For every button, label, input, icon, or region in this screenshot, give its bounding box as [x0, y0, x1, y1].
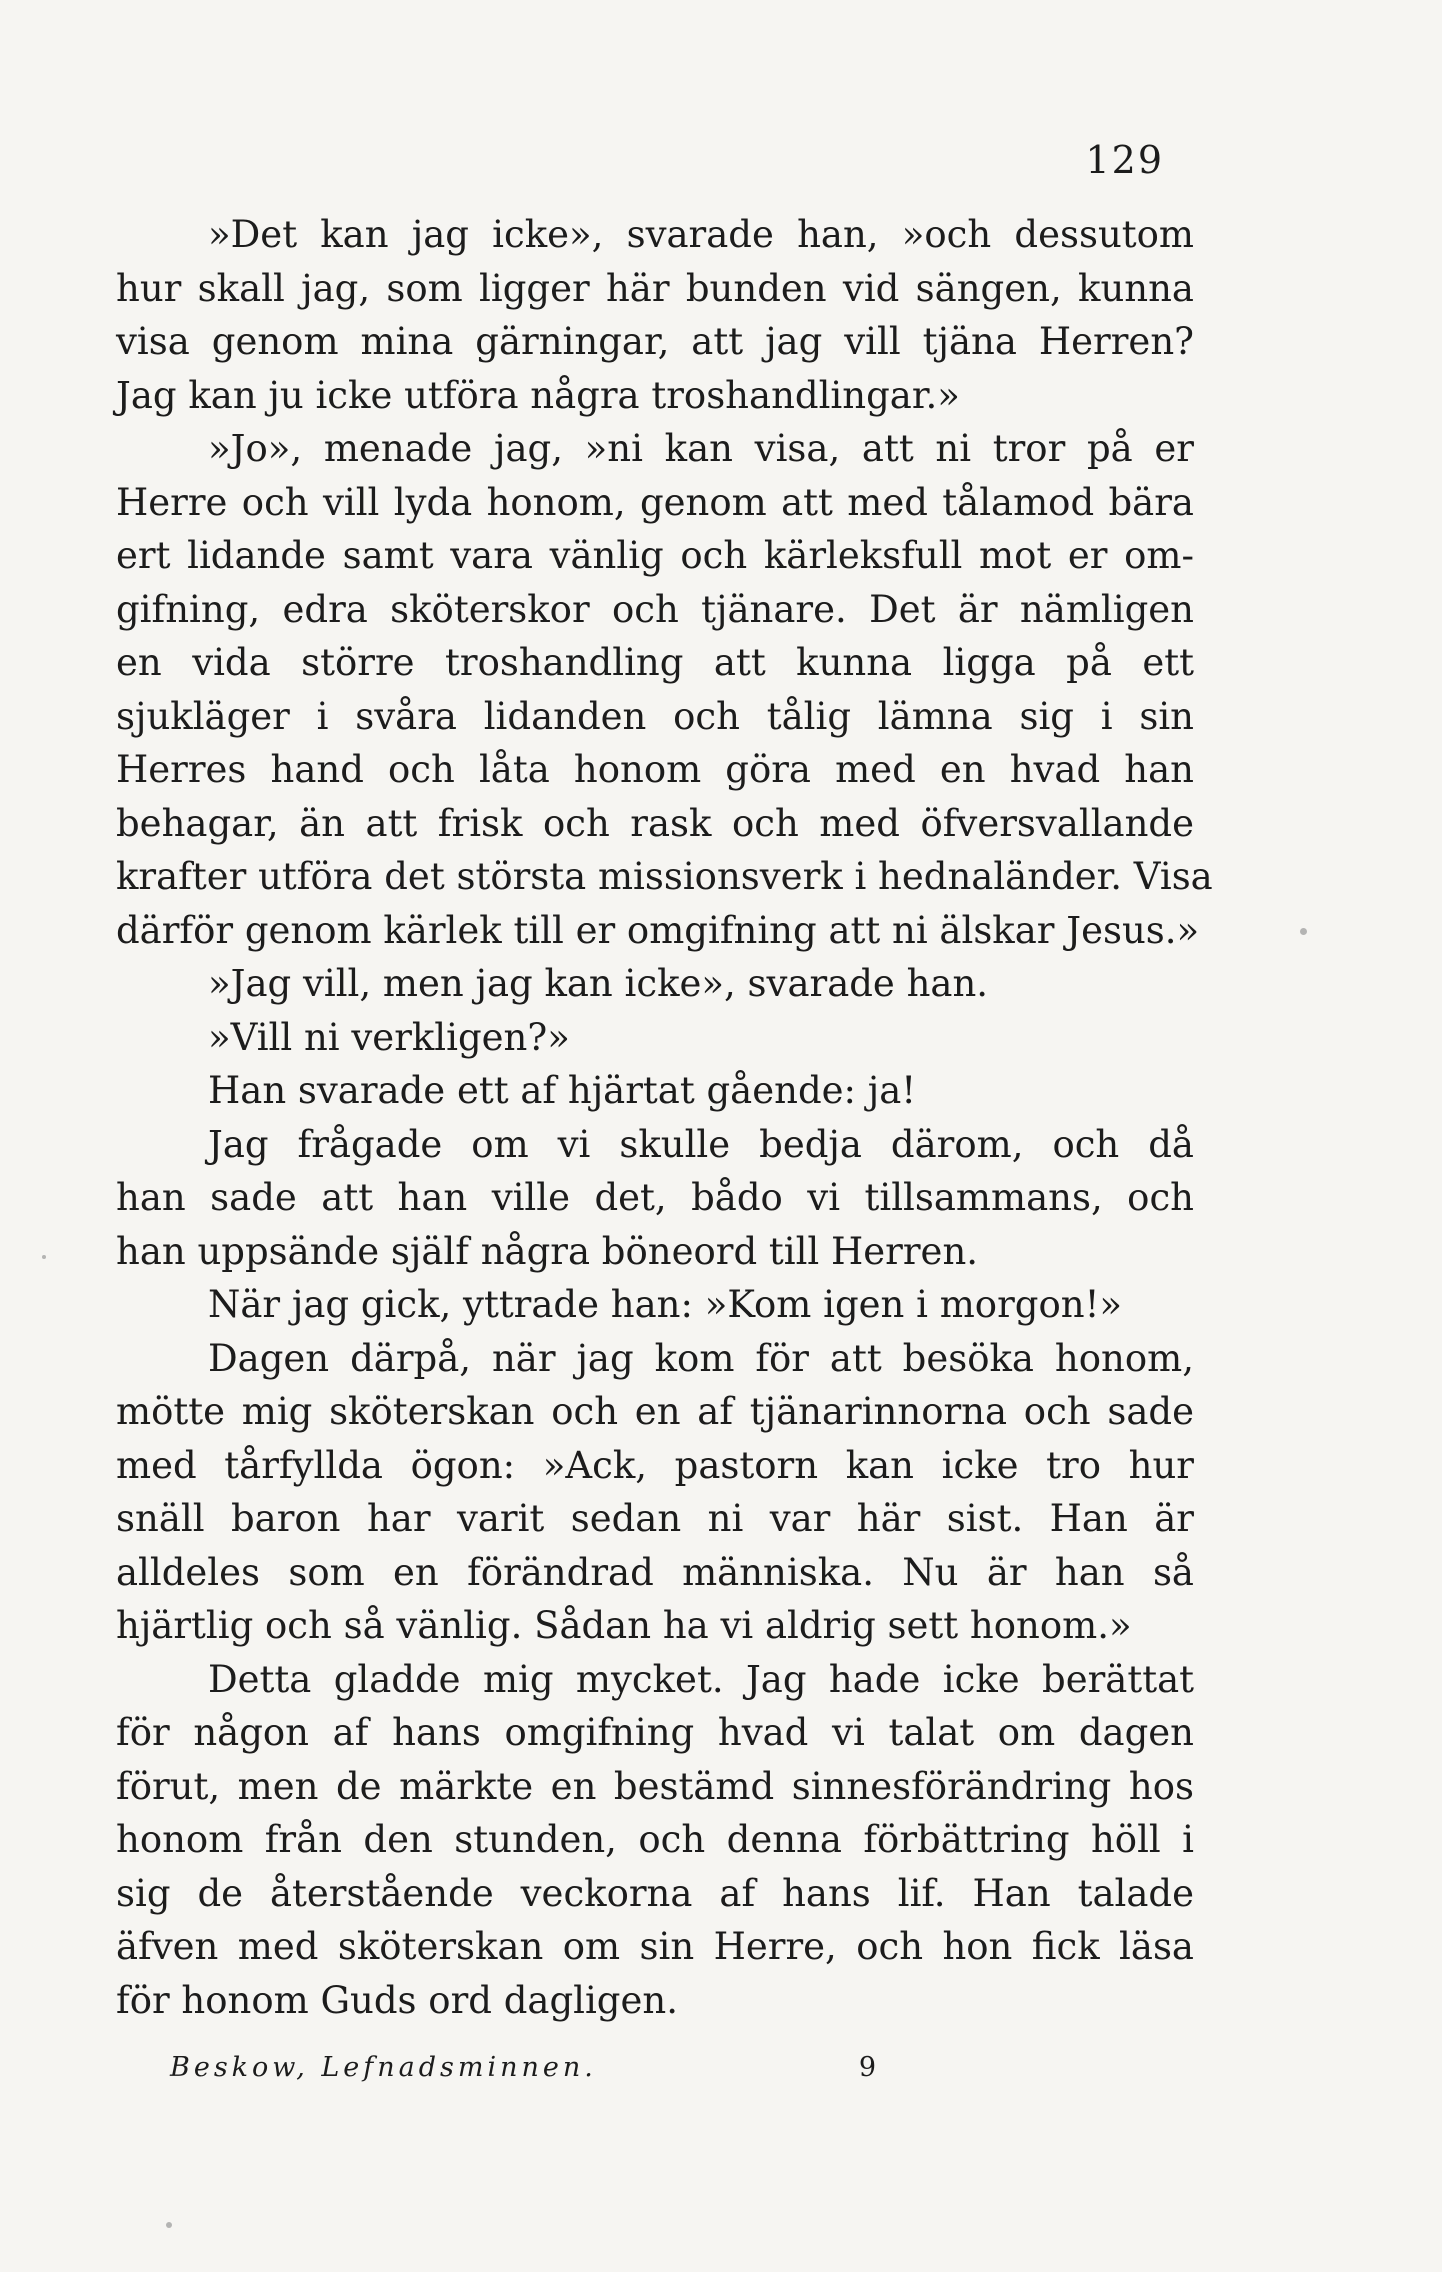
text-line: »Det kan jag icke», svarade han, »och dessutom [208, 213, 1194, 256]
text-line: Dagen därpå, när jag kom för att besöka honom, [208, 1336, 1194, 1380]
page-footer [170, 2052, 1194, 2083]
text-line: hur skall jag, som ligger här bunden vid sängen, kunna [116, 266, 1194, 310]
text-line: sig de återstående veckorna af hans lif. Han talade [116, 1871, 1194, 1915]
sheet-number: 9 [858, 2052, 876, 2083]
text-line: ert lidande samt vara vänlig och kärleksfull mot er om- [116, 534, 1194, 577]
text-line: sjukläger i svåra lidanden och tålig lämna sig i sin [116, 694, 1194, 738]
text-line: Herres hand och låta honom göra med en hvad han [116, 748, 1194, 791]
text-line: honom från den stunden, och denna förbättring höll i [116, 1818, 1194, 1861]
paper-speck [42, 1255, 46, 1259]
text-line: visa genom mina gärningar, att jag vill tjäna Herren? [116, 320, 1194, 363]
text-line: gifning, edra sköterskor och tjänare. Det är nämligen [116, 587, 1194, 631]
text-line: När jag gick, yttrade han: »Kom igen i morgon!» [208, 1283, 1123, 1326]
text-line: en vida större troshandling att kunna ligga på ett [116, 641, 1194, 684]
text-line: för någon af hans omgifning hvad vi talat om dagen [116, 1711, 1194, 1754]
body-text [116, 208, 1213, 2027]
text-line: Han svarade ett af hjärtat gående: ja! [208, 1069, 917, 1112]
text-line: snäll baron har varit sedan ni var här sist. Han är [116, 1497, 1194, 1540]
text-line: äfven med sköterskan om sin Herre, och hon fick läsa [116, 1925, 1194, 1968]
text-line: han uppsände själf några böneord till Herren. [116, 1229, 979, 1273]
text-line: hjärtlig och så vänlig. Sådan ha vi aldrig sett honom.» [116, 1604, 1132, 1647]
paper-speck [166, 2222, 172, 2228]
text-line: förut, men de märkte en bestämd sinnesförändring hos [116, 1764, 1194, 1808]
text-line: han sade att han ville det, bådo vi tillsammans, och [116, 1176, 1194, 1219]
text-line: Herre och vill lyda honom, genom att med tålamod bära [116, 480, 1194, 524]
text-line: krafter utföra det största missionsverk i hednaländer. Visa [116, 855, 1213, 898]
paper-speck [1300, 928, 1307, 935]
text-line: behagar, än att frisk och rask och med öfversvallande [116, 801, 1194, 845]
text-line: därför genom kärlek till er omgifning att ni älskar Jesus.» [116, 908, 1200, 952]
text-line: Jag kan ju icke utföra några troshandlingar.» [116, 373, 960, 417]
text-line: med tårfyllda ögon: »Ack, pastorn kan icke tro hur [116, 1443, 1194, 1487]
text-line: »Vill ni verkligen?» [208, 1015, 570, 1059]
text-line: Jag frågade om vi skulle bedja därom, och då [208, 1122, 1194, 1166]
text-line: alldeles som en förändrad människa. Nu är han så [116, 1550, 1194, 1594]
page-number: 129 [1085, 138, 1164, 182]
text-line: Detta gladde mig mycket. Jag hade icke berättat [208, 1657, 1194, 1701]
text-line: »Jo», menade jag, »ni kan visa, att ni tror på er [208, 427, 1194, 470]
text-line: »Jag vill, men jag kan icke», svarade han. [208, 962, 989, 1005]
text-line: mötte mig sköterskan och en af tjänarinnorna och sade [116, 1390, 1194, 1433]
printer-signature: Beskow, Lefnadsminnen. [170, 2052, 597, 2083]
text-line: för honom Guds ord dagligen. [116, 1978, 678, 2022]
